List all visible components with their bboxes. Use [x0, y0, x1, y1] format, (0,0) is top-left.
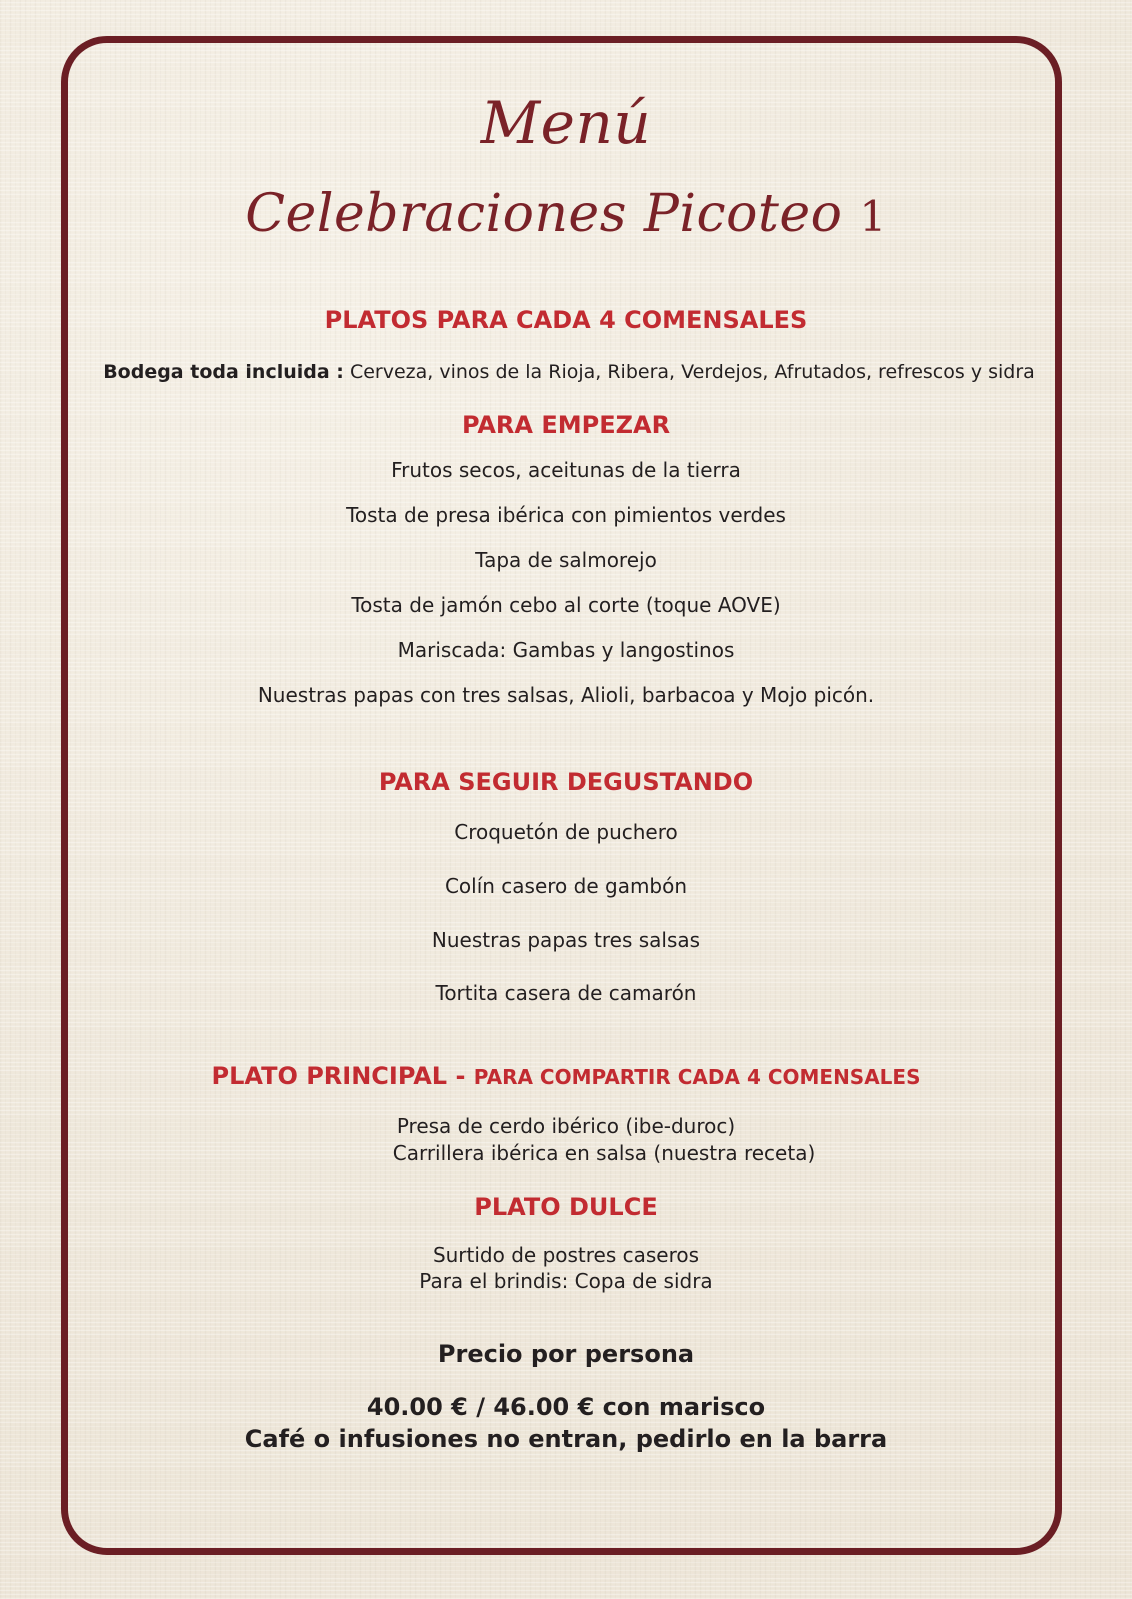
heading-plato-principal-sub: PARA COMPARTIR CADA 4 COMENSALES [473, 1065, 921, 1089]
heading-plato-dulce: PLATO DULCE [474, 1193, 658, 1221]
heading-platos-comensales: PLATOS PARA CADA 4 COMENSALES [324, 306, 808, 334]
list-item: Surtido de postres caseros [432, 1243, 700, 1267]
list-item: Tosta de presa ibérica con pimientos verdes [346, 503, 786, 527]
price-heading: Precio por persona [437, 1340, 695, 1368]
list-item: Frutos secos, aceitunas de la tierra [391, 458, 741, 482]
menu-title: Menú [480, 89, 652, 157]
list-item: Nuestras papas tres salsas [431, 928, 701, 952]
bodega-line [3, 359, 1132, 385]
heading-plato-principal: PLATO PRINCIPAL - PARA COMPARTIR CADA 4 COMENSALES [211, 1062, 921, 1090]
menu-number: 1 [859, 192, 887, 241]
list-item: Presa de cerdo ibérico (ibe-duroc) [396, 1114, 736, 1138]
list-item: Tortita casera de camarón [435, 981, 697, 1005]
list-item: Tapa de salmorejo [475, 548, 657, 572]
list-item: Tosta de jamón cebo al corte (toque AOVE) [351, 593, 781, 617]
heading-para-empezar: PARA EMPEZAR [461, 411, 671, 439]
list-item: Nuestras papas con tres salsas, Alioli, barbacoa y Mojo picón. [257, 683, 875, 707]
price-note: Café o infusiones no entran, pedirlo en la barra [244, 1425, 888, 1453]
list-item: Mariscada: Gambas y langostinos [397, 638, 735, 662]
bodega-label: Bodega toda incluida : [103, 361, 344, 383]
bodega-text: Cerveza, vinos de la Rioja, Ribera, Verdejos, Afrutados, refrescos y sidra [349, 361, 1035, 383]
list-item: Croquetón de puchero [454, 820, 678, 844]
price-amount: 40.00 € / 46.00 € con marisco [366, 1393, 766, 1421]
list-item: Carrillera ibérica en salsa (nuestra receta) [392, 1141, 816, 1165]
list-item: Colín casero de gambón [444, 874, 688, 898]
menu-subtitle: Celebraciones Picoteo 1 [245, 184, 887, 244]
heading-para-seguir: PARA SEGUIR DEGUSTANDO [378, 768, 754, 796]
list-item: Para el brindis: Copa de sidra [419, 1269, 713, 1293]
